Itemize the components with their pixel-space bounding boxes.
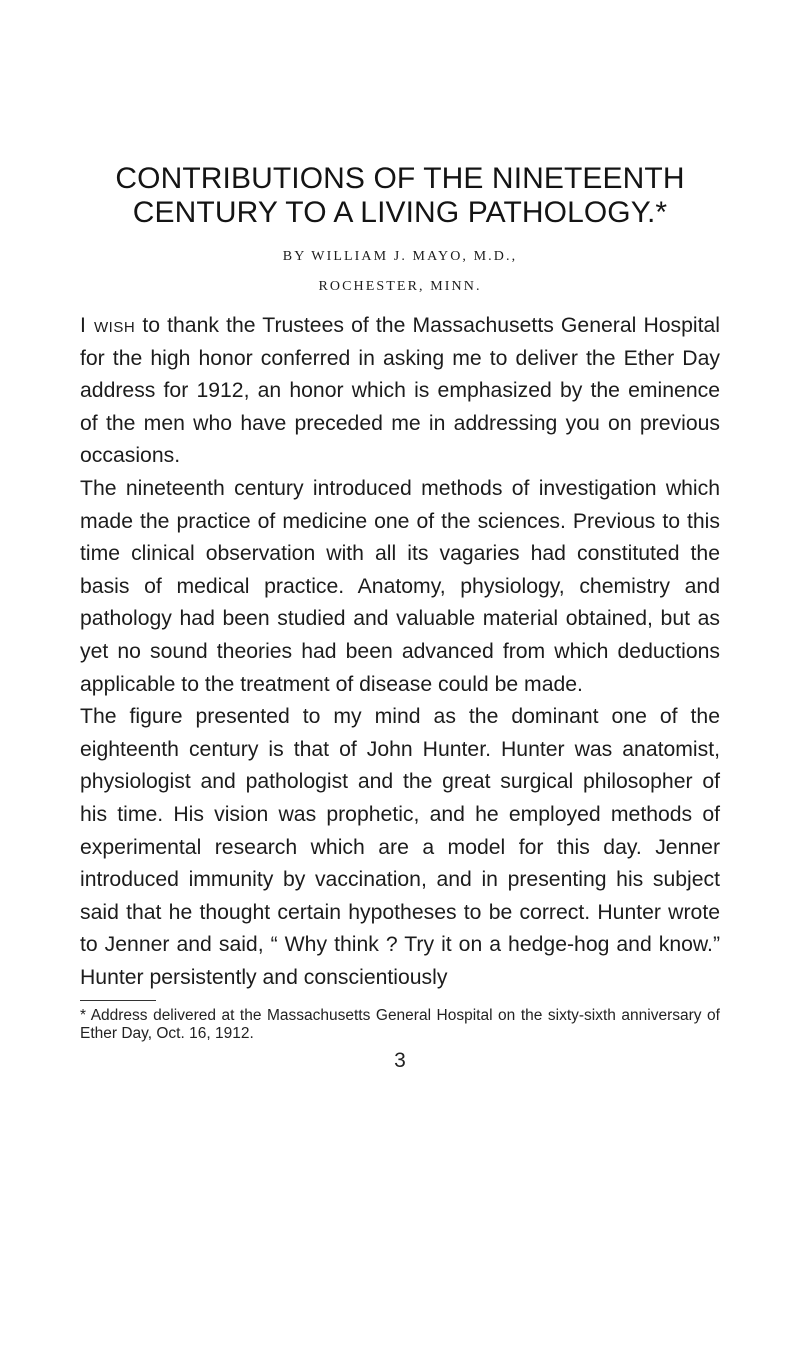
paragraph-1-lead: I wish — [80, 314, 136, 337]
document-page — [80, 162, 720, 1073]
article-body — [80, 310, 720, 994]
page-number: 3 — [394, 1049, 406, 1073]
footnote-divider — [80, 1000, 156, 1001]
author-location: ROCHESTER, MINN. — [318, 279, 482, 294]
title-line-2: CENTURY TO A LIVING PATHOLOGY.* — [132, 196, 668, 229]
paragraph-2: The nineteenth century introduced methods of investigation which made the practice of medicine one of the sciences. Previous to this time clinical observation with all its vagaries had constituted the basis of medical practice. Anatomy, physiology, chemistry and pathology had been studied and valuable material obtained, but as yet no sound theories had been advanced from which deductions applicable to the treatment of disease could be made. — [80, 476, 720, 696]
paragraph-3: The figure presented to my mind as the dominant one of the eighteenth century is that of John Hunter. Hunter was anatomist, physiologist and pathologist and the great surgical philosopher of his time. His vision was prophetic, and he employed methods of experimental research which are a model for this day. Jenner introduced immunity by vaccination, and in presenting his subject said that he thought certain hypotheses to be correct. Hunter wrote to Jenner and said, “ Why think ? Try it on a hedge-hog and know.” Hunter persistently and conscientiously — [80, 705, 720, 989]
title-line-1: CONTRIBUTIONS OF THE NINETEENTH — [115, 162, 685, 195]
author-byline: BY WILLIAM J. MAYO, M.D., — [282, 249, 518, 264]
article-title — [80, 162, 720, 230]
footnote: * Address delivered at the Massachusetts General Hospital on the sixty-sixth anniversary of Ether Day, Oct. 16, 1912. — [80, 1007, 720, 1043]
paragraph-1 — [80, 310, 720, 473]
paragraph-1-text: to thank the Trustees of the Massachusetts General Hospital for the high honor conferred in asking me to deliver the Ether Day address for 1912, an honor which is emphasized by the eminence of the men who have preceded me in addressing you on previous occasions. — [80, 314, 720, 468]
